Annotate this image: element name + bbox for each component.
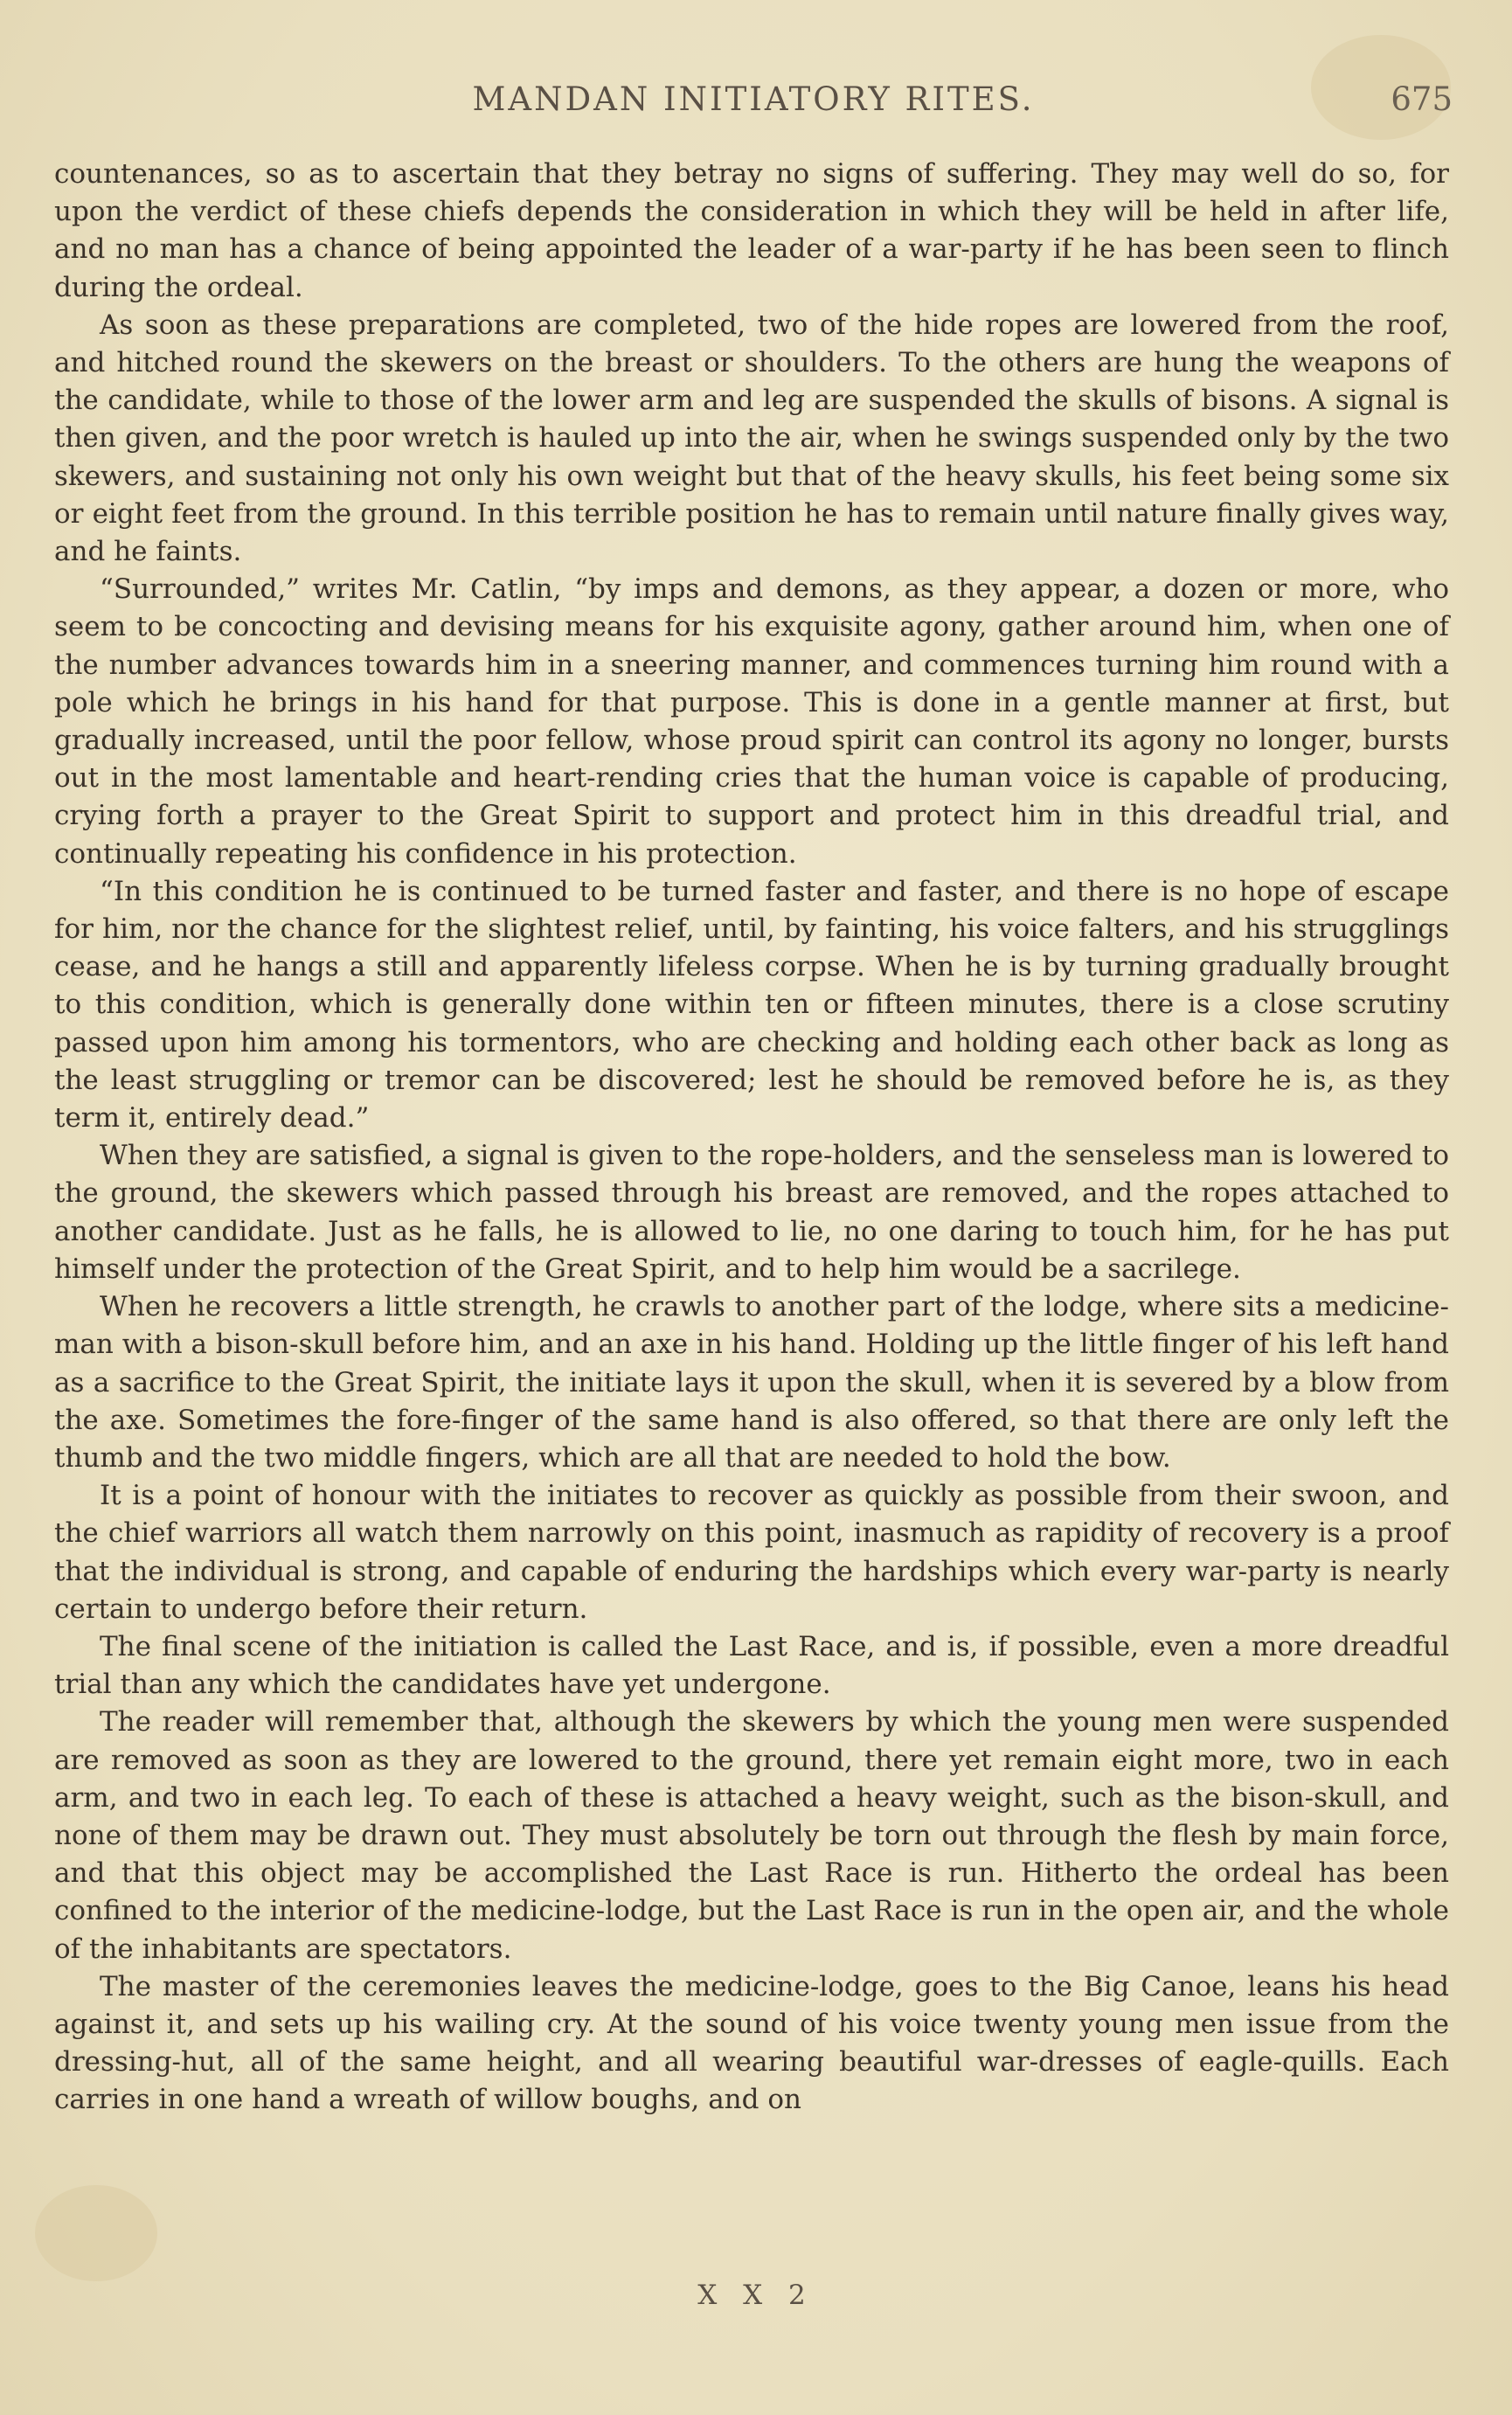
paragraph: The final scene of the initiation is called the Last Race, and is, if possible, even a more dreadful trial than any which the candidates have yet undergone. [54, 1630, 1449, 1701]
running-title: MANDAN INITIATORY RITES. [472, 80, 1035, 118]
paragraph: As soon as these preparations are completed, two of the hide ropes are lowered from the roof, and hitched round the skewers on the breast or shoulders. To the others are hung the weapons of the candidate, while to those of the lower arm and leg are suspended the skulls of bisons. A signal is then given, and the poor wretch is hauled up into the air, when he swings suspended only by the two skewers, and sustaining not only his own weight but that of the heavy skulls, his feet being some six or eight feet from the ground. In this terrible position he has to remain until nature finally gives way, and he faints. [54, 309, 1449, 568]
paragraph: It is a point of honour with the initiates to recover as quickly as possible from their swoon, and the chief warriors all watch them narrowly on this point, inasmuch as rapidity of recovery is a proof that the individual is strong, and capable of enduring the hardships which every war-party is nearly certain to undergo before their return. [54, 1480, 1449, 1625]
paper-stain [35, 2185, 157, 2281]
paragraph: countenances, so as to ascertain that they betray no signs of suffering. They may well do so, for upon the verdict of these chiefs depends the consideration in which they will be held in after life, and no man has a chance of being appointed the leader of a war-party if he has been seen to flinch during the ordeal. [54, 158, 1449, 303]
running-head [54, 80, 1453, 124]
signature-mark: X X 2 [697, 2280, 815, 2311]
page-number: 675 [1391, 80, 1453, 118]
paragraph: When they are satisfied, a signal is given to the rope-holders, and the senseless man is lowered to the ground, the skewers which passed through his breast are removed, and the ropes attached to another candidate. Just as he falls, he is allowed to lie, no one daring to touch him, for he has put himself under the protection of the Great Spirit, and to help him would be a sacrilege. [54, 1140, 1449, 1285]
paragraph: “In this condition he is continued to be turned faster and faster, and there is no hope of escape for him, nor the chance for the slightest relief, until, by fainting, his voice falters, and his strugglings cease, and he hangs a still and apparently lifeless corpse. When he is by turning gradually brought to this condition, which is generally done within ten or fifteen minutes, there is a close scrutiny passed upon him among his tormentors, who are checking and holding each other back as long as the least struggling or tremor can be discovered; lest he should be removed before he is, as they term it, entirely dead.” [54, 875, 1449, 1135]
paragraph: “Surrounded,” writes Mr. Catlin, “by imps and demons, as they appear, a dozen or more, who seem to be concocting and devising means for his exquisite agony, gather around him, when one of the number advances towards him in a sneering manner, and commences turning him round with a pole which he brings in his hand for that purpose. This is done in a gentle manner at first, but gradually increased, until the poor fellow, whose proud spirit can control its agony no longer, bursts out in the most lamentable and heart-rending cries that the human voice is capable of producing, crying forth a prayer to the Great Spirit to support and protect him in this dreadful trial, and continually repeating his confidence in his protection. [54, 573, 1449, 870]
paragraph: The master of the ceremonies leaves the medicine-lodge, goes to the Big Canoe, leans his head against it, and sets up his wailing cry. At the sound of his voice twenty young men issue from the dressing-hut, all of the same height, and all wearing beautiful war-dresses of eagle-quills. Each carries in one hand a wreath of willow boughs, and on [54, 1970, 1449, 2116]
paragraph: The reader will remember that, although the skewers by which the young men were suspended are removed as soon as they are lowered to the ground, there yet remain eight more, two in each arm, and two in each leg. To each of these is attached a heavy weight, such as the bison-skull, and none of them may be drawn out. They must absolutely be torn out through the flesh by main force, and that this object may be accomplished the Last Race is run. Hitherto the ordeal has been confined to the interior of the medicine-lodge, but the Last Race is run in the open air, and the whole of the inhabitants are spectators. [54, 1706, 1449, 1965]
body-text [54, 156, 1449, 2120]
paragraph: When he recovers a little strength, he crawls to another part of the lodge, where sits a medicine-man with a bison-skull before him, and an axe in his hand. Holding up the little finger of his left hand as a sacrifice to the Great Spirit, the initiate lays it upon the skull, when it is severed by a blow from the axe. Sometimes the fore-finger of the same hand is also offered, so that there are only left the thumb and the two middle fingers, which are all that are needed to hold the bow. [54, 1291, 1449, 1474]
